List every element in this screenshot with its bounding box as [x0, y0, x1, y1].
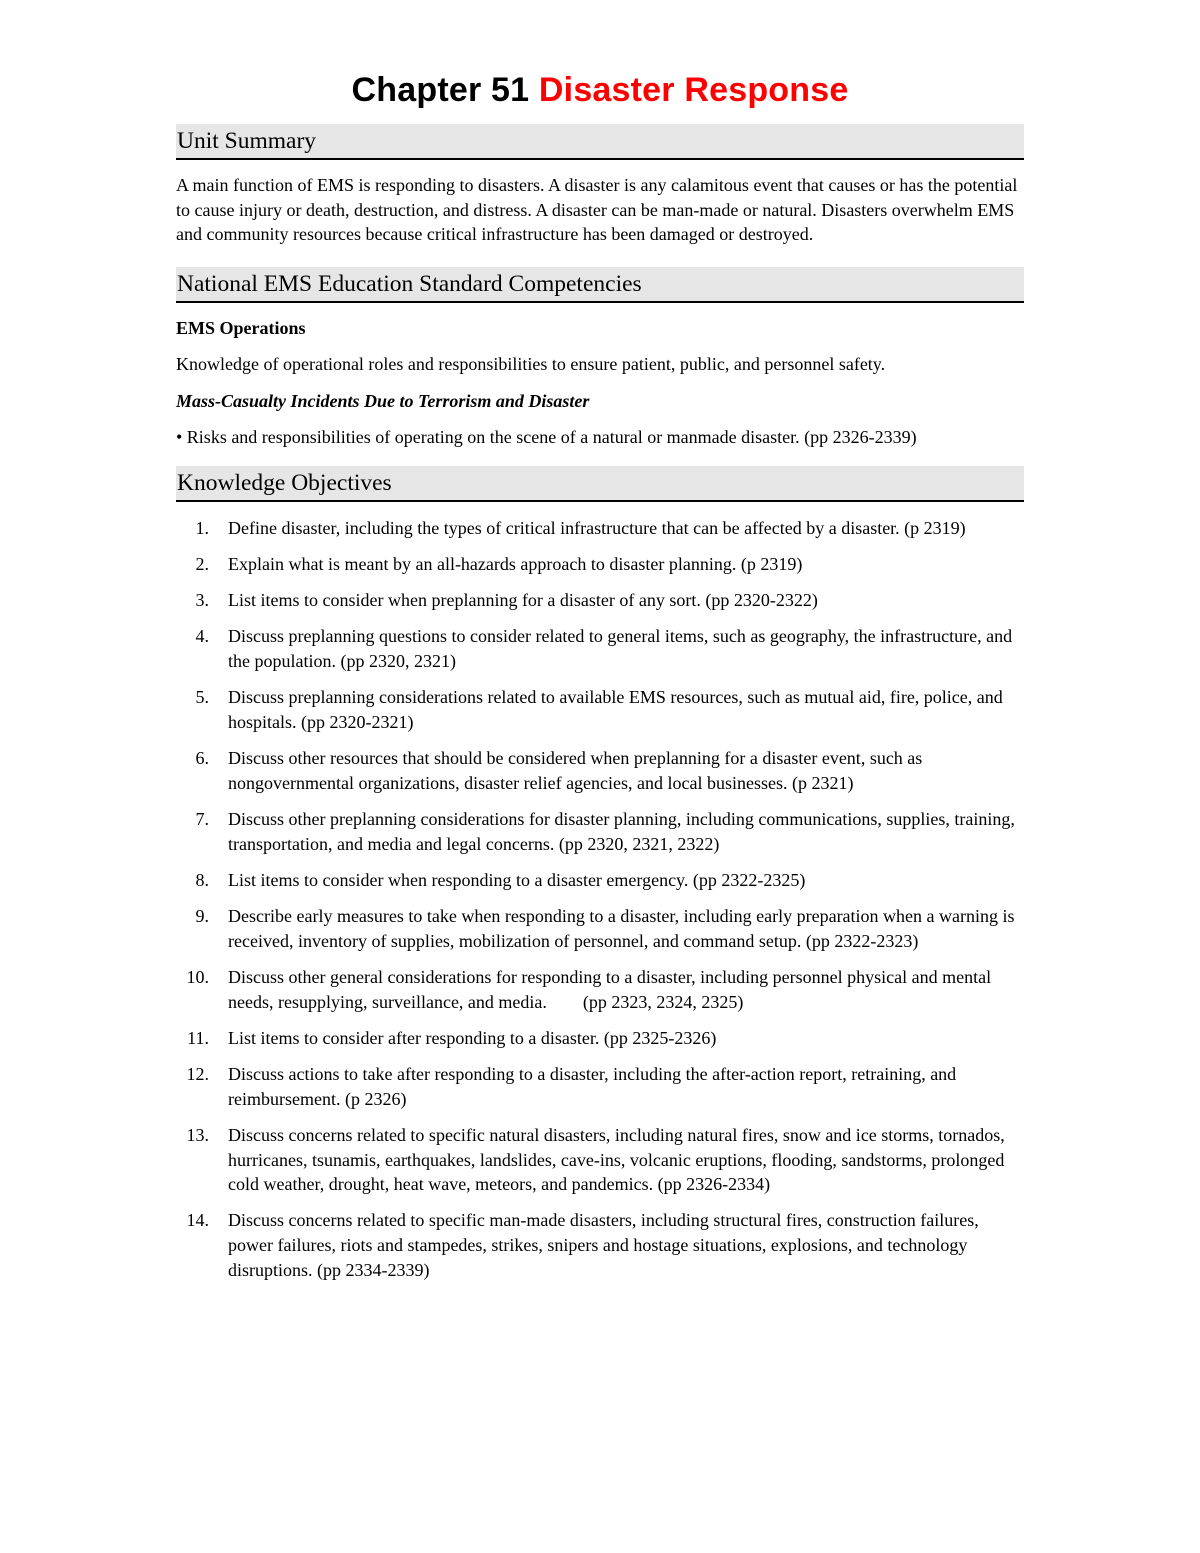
- unit-summary-text: A main function of EMS is responding to disasters. A disaster is any calamitous event that causes or has the potential to cause injury or death, destruction, and distress. A disaster can be man-made or natural. Disasters overwhelm EMS and community resources because critical infrastructure has been damaged or destroyed.: [176, 175, 1018, 245]
- document-page: [176, 70, 1024, 1294]
- objective-item: [176, 965, 1024, 1014]
- knowledge-objectives-heading: Knowledge Objectives: [176, 466, 1024, 502]
- chapter-name: Disaster Response: [538, 71, 849, 109]
- objective-number: 11.: [187, 1027, 209, 1048]
- objective-number: 7.: [195, 808, 209, 829]
- objective-item: [176, 624, 1024, 673]
- objective-item: [176, 1123, 1024, 1197]
- objective-number: 1.: [195, 517, 209, 538]
- objective-number: 10.: [186, 966, 209, 987]
- objective-number: 12.: [186, 1063, 209, 1084]
- chapter-title: [176, 70, 1024, 110]
- objective-text: Discuss other general considerations for responding to a disaster, including personnel physical and mental needs, resupplying, surveillance, and media. (pp 2323, 2324, 2325): [228, 966, 996, 1012]
- objective-text: Discuss actions to take after responding to a disaster, including the after-action report, retraining, and reimbursement. (p 2326): [228, 1063, 957, 1109]
- objective-item: [176, 516, 1024, 541]
- objective-text: Discuss other preplanning considerations for disaster planning, including communications, supplies, training, transportation, and media and legal concerns. (pp 2320, 2321, 2322): [228, 808, 1015, 854]
- objective-text: Discuss preplanning questions to consider related to general items, such as geography, the infrastructure, and the population. (pp 2320, 2321): [228, 626, 1013, 671]
- competency-bullet: • Risks and responsibilities of operating on the scene of a natural or manmade disaster. (pp 2326-2339): [176, 426, 917, 447]
- objective-number: 4.: [195, 626, 209, 647]
- objectives-list: [176, 516, 1024, 1283]
- objective-text: Discuss preplanning considerations related to available EMS resources, such as mutual aid, fire, police, and hospitals. (pp 2320-2321): [228, 687, 1003, 732]
- objective-text: Discuss concerns related to specific natural disasters, including natural fires, snow and ice storms, tornados, hurricanes, tsunamis, earthquakes, landslides, cave-ins, volcanic eruptions, flooding, sandstorms, prolonged cold weather, drought, heat wave, meteors, and pandemics. (pp 2326-2334): [228, 1124, 1005, 1195]
- objective-text: Describe early measures to take when responding to a disaster, including early preparation when a warning is received, inventory of supplies, mobilization of personnel, and command setup. (pp 2322-2323): [228, 905, 1015, 951]
- competencies-heading: National EMS Education Standard Competencies: [176, 267, 1024, 303]
- objective-text: List items to consider when preplanning for a disaster of any sort. (pp 2320-2322): [228, 589, 818, 610]
- objective-number: 5.: [195, 687, 209, 708]
- objective-text: Discuss concerns related to specific man-made disasters, including structural fires, construction failures, power failures, riots and stampedes, strikes, snipers and hostage situations, explosions, and technology disruptions. (pp 2334-2339): [228, 1210, 979, 1280]
- objective-item: [176, 1026, 1024, 1051]
- objective-number: 3.: [195, 589, 209, 610]
- objective-item: [176, 685, 1024, 734]
- objective-item: [176, 1208, 1024, 1282]
- objective-text: Define disaster, including the types of critical infrastructure that can be affected by a disaster. (p 2319): [228, 517, 966, 538]
- objective-item: [176, 588, 1024, 613]
- objective-number: 2.: [195, 553, 209, 574]
- objective-number: 9.: [195, 905, 209, 926]
- objective-item: [176, 904, 1024, 953]
- objective-number: 8.: [195, 869, 209, 890]
- objective-item: [176, 868, 1024, 893]
- unit-summary-heading: Unit Summary: [176, 124, 1024, 160]
- objective-text: Discuss other resources that should be considered when preplanning for a disaster event, such as nongovernmental organizations, disaster relief agencies, and local businesses. (p 2321): [228, 747, 923, 793]
- objective-item: [176, 746, 1024, 795]
- objective-number: 14.: [186, 1210, 209, 1231]
- chapter-number: Chapter 51: [351, 71, 530, 109]
- objective-text: List items to consider when responding to a disaster emergency. (pp 2322-2325): [228, 869, 806, 890]
- objective-text: List items to consider after responding to a disaster. (pp 2325-2326): [228, 1027, 717, 1048]
- objective-item: [176, 807, 1024, 856]
- objective-number: 13.: [186, 1124, 209, 1145]
- objective-item: [176, 552, 1024, 577]
- objective-text: Explain what is meant by an all-hazards approach to disaster planning. (p 2319): [228, 553, 803, 574]
- objective-item: [176, 1062, 1024, 1111]
- objective-number: 6.: [195, 747, 209, 768]
- ems-operations-subheading: EMS Operations: [176, 318, 306, 339]
- mass-casualty-subheading: Mass-Casualty Incidents Due to Terrorism and Disaster: [176, 390, 590, 411]
- competency-knowledge-text: Knowledge of operational roles and responsibilities to ensure patient, public, and personnel safety.: [176, 354, 886, 375]
